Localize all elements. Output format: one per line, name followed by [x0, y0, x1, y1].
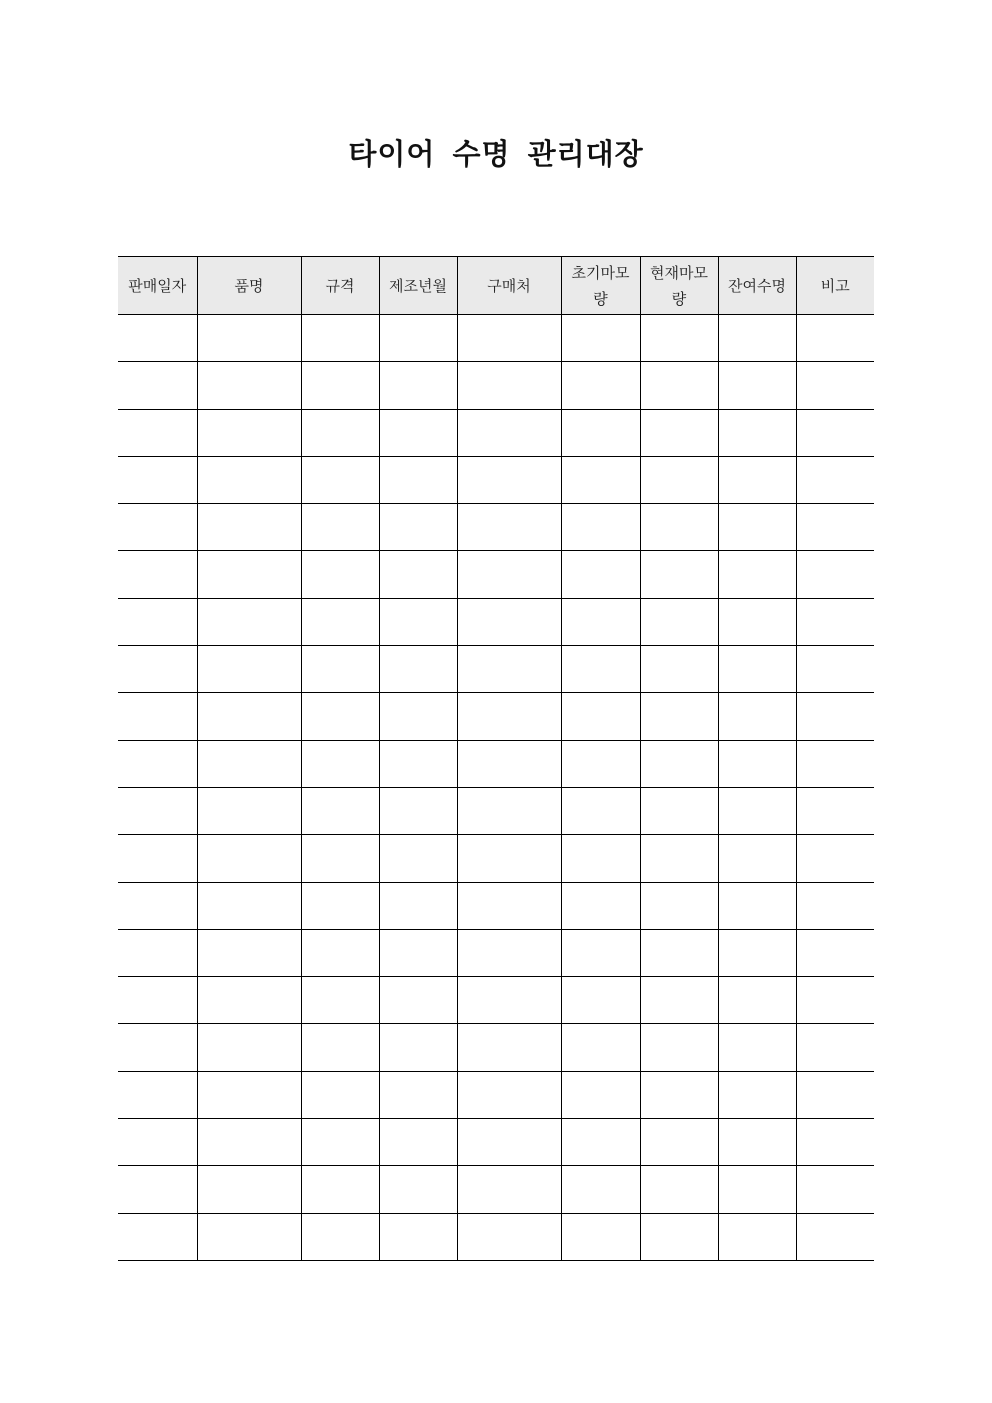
remaining-life-cell — [718, 1024, 796, 1071]
sale-date-cell — [118, 1119, 197, 1166]
remarks-cell — [796, 1166, 874, 1213]
table-row — [118, 504, 874, 551]
remaining-life-cell — [718, 977, 796, 1024]
remarks-cell — [796, 598, 874, 645]
spec-cell — [301, 551, 379, 598]
spec-cell — [301, 598, 379, 645]
remarks-cell — [796, 929, 874, 976]
vendor-cell — [457, 598, 561, 645]
current-wear-cell — [640, 456, 718, 503]
vendor-cell — [457, 1024, 561, 1071]
current-wear-cell — [640, 504, 718, 551]
remaining-life-cell — [718, 362, 796, 409]
table-header-row — [118, 257, 874, 315]
remarks-cell — [796, 551, 874, 598]
table-row — [118, 1166, 874, 1213]
sale-date-cell — [118, 977, 197, 1024]
item-name-cell — [197, 504, 301, 551]
manufacture-date-cell — [379, 835, 457, 882]
initial-wear-cell — [561, 1166, 640, 1213]
table-row — [118, 598, 874, 645]
remaining-life-cell — [718, 693, 796, 740]
spec-cell — [301, 409, 379, 456]
item-name-cell — [197, 551, 301, 598]
table-row — [118, 740, 874, 787]
spec-cell — [301, 1024, 379, 1071]
initial-wear-cell — [561, 646, 640, 693]
current-wear-cell — [640, 929, 718, 976]
remarks-cell — [796, 977, 874, 1024]
table-body — [118, 315, 874, 1261]
remarks-cell — [796, 693, 874, 740]
table-row — [118, 1071, 874, 1118]
remaining-life-cell — [718, 882, 796, 929]
item-name-cell — [197, 1024, 301, 1071]
vendor-cell — [457, 1071, 561, 1118]
remarks-cell — [796, 787, 874, 834]
remarks-cell — [796, 1024, 874, 1071]
current-wear-cell — [640, 882, 718, 929]
manufacture-date-cell — [379, 1119, 457, 1166]
initial-wear-cell — [561, 456, 640, 503]
sale-date-cell — [118, 456, 197, 503]
spec-cell — [301, 1166, 379, 1213]
item-name-cell — [197, 787, 301, 834]
table-row — [118, 929, 874, 976]
initial-wear-cell — [561, 315, 640, 362]
initial-wear-cell — [561, 787, 640, 834]
remaining-life-cell — [718, 1119, 796, 1166]
remarks-cell — [796, 1071, 874, 1118]
table-row — [118, 646, 874, 693]
manufacture-date-cell — [379, 1166, 457, 1213]
current-wear-cell — [640, 693, 718, 740]
table-row — [118, 1024, 874, 1071]
item-name-cell — [197, 1071, 301, 1118]
vendor-cell — [457, 315, 561, 362]
table-row — [118, 315, 874, 362]
manufacture-date-cell — [379, 551, 457, 598]
manufacture-date-cell — [379, 362, 457, 409]
initial-wear-cell — [561, 598, 640, 645]
current-wear-cell — [640, 315, 718, 362]
remaining-life-cell — [718, 456, 796, 503]
vendor-cell — [457, 1119, 561, 1166]
manufacture-date-cell — [379, 693, 457, 740]
initial-wear-cell — [561, 1024, 640, 1071]
manufacture-date-cell — [379, 646, 457, 693]
initial-wear-cell — [561, 1119, 640, 1166]
remaining-life-cell — [718, 1071, 796, 1118]
item-name-cell — [197, 740, 301, 787]
vendor-cell — [457, 551, 561, 598]
initial-wear-cell — [561, 504, 640, 551]
current-wear-cell — [640, 362, 718, 409]
sale-date-cell — [118, 315, 197, 362]
remaining-life-cell — [718, 646, 796, 693]
spec-cell — [301, 1119, 379, 1166]
remarks-cell — [796, 315, 874, 362]
item-name-cell — [197, 882, 301, 929]
item-name-cell — [197, 456, 301, 503]
sale-date-cell — [118, 598, 197, 645]
remarks-cell — [796, 1213, 874, 1260]
spec-cell — [301, 929, 379, 976]
vendor-cell — [457, 456, 561, 503]
header-manufacture-date: 제조년월 — [379, 257, 457, 315]
sale-date-cell — [118, 740, 197, 787]
remaining-life-cell — [718, 504, 796, 551]
table-row — [118, 1213, 874, 1260]
manufacture-date-cell — [379, 598, 457, 645]
table-row — [118, 362, 874, 409]
item-name-cell — [197, 1213, 301, 1260]
spec-cell — [301, 315, 379, 362]
sale-date-cell — [118, 693, 197, 740]
remarks-cell — [796, 646, 874, 693]
current-wear-cell — [640, 740, 718, 787]
manufacture-date-cell — [379, 1024, 457, 1071]
item-name-cell — [197, 835, 301, 882]
spec-cell — [301, 646, 379, 693]
current-wear-cell — [640, 787, 718, 834]
manufacture-date-cell — [379, 504, 457, 551]
vendor-cell — [457, 362, 561, 409]
manufacture-date-cell — [379, 882, 457, 929]
item-name-cell — [197, 362, 301, 409]
vendor-cell — [457, 409, 561, 456]
item-name-cell — [197, 409, 301, 456]
remarks-cell — [796, 882, 874, 929]
remarks-cell — [796, 504, 874, 551]
remaining-life-cell — [718, 315, 796, 362]
item-name-cell — [197, 693, 301, 740]
header-vendor: 구매처 — [457, 257, 561, 315]
sale-date-cell — [118, 929, 197, 976]
sale-date-cell — [118, 504, 197, 551]
current-wear-cell — [640, 1024, 718, 1071]
initial-wear-cell — [561, 362, 640, 409]
current-wear-cell — [640, 1119, 718, 1166]
spec-cell — [301, 504, 379, 551]
header-current-wear: 현재마모량 — [640, 257, 718, 315]
current-wear-cell — [640, 1071, 718, 1118]
initial-wear-cell — [561, 929, 640, 976]
vendor-cell — [457, 1213, 561, 1260]
remaining-life-cell — [718, 929, 796, 976]
manufacture-date-cell — [379, 315, 457, 362]
remaining-life-cell — [718, 409, 796, 456]
manufacture-date-cell — [379, 1213, 457, 1260]
spec-cell — [301, 693, 379, 740]
vendor-cell — [457, 835, 561, 882]
remaining-life-cell — [718, 1213, 796, 1260]
current-wear-cell — [640, 551, 718, 598]
header-remaining-life: 잔여수명 — [718, 257, 796, 315]
header-remarks: 비고 — [796, 257, 874, 315]
spec-cell — [301, 362, 379, 409]
item-name-cell — [197, 1119, 301, 1166]
remaining-life-cell — [718, 787, 796, 834]
initial-wear-cell — [561, 740, 640, 787]
header-sale-date: 판매일자 — [118, 257, 197, 315]
spec-cell — [301, 787, 379, 834]
manufacture-date-cell — [379, 787, 457, 834]
vendor-cell — [457, 504, 561, 551]
item-name-cell — [197, 977, 301, 1024]
sale-date-cell — [118, 551, 197, 598]
table-row — [118, 693, 874, 740]
remaining-life-cell — [718, 551, 796, 598]
sale-date-cell — [118, 646, 197, 693]
initial-wear-cell — [561, 882, 640, 929]
sale-date-cell — [118, 835, 197, 882]
sale-date-cell — [118, 409, 197, 456]
sale-date-cell — [118, 1071, 197, 1118]
spec-cell — [301, 1071, 379, 1118]
remarks-cell — [796, 1119, 874, 1166]
table-row — [118, 835, 874, 882]
item-name-cell — [197, 1166, 301, 1213]
current-wear-cell — [640, 646, 718, 693]
item-name-cell — [197, 646, 301, 693]
remarks-cell — [796, 456, 874, 503]
table-row — [118, 977, 874, 1024]
item-name-cell — [197, 315, 301, 362]
vendor-cell — [457, 1166, 561, 1213]
sale-date-cell — [118, 1024, 197, 1071]
remaining-life-cell — [718, 835, 796, 882]
initial-wear-cell — [561, 1213, 640, 1260]
manufacture-date-cell — [379, 1071, 457, 1118]
current-wear-cell — [640, 1166, 718, 1213]
item-name-cell — [197, 929, 301, 976]
current-wear-cell — [640, 835, 718, 882]
remarks-cell — [796, 362, 874, 409]
table-row — [118, 551, 874, 598]
manufacture-date-cell — [379, 977, 457, 1024]
manufacture-date-cell — [379, 929, 457, 976]
manufacture-date-cell — [379, 409, 457, 456]
table-row — [118, 787, 874, 834]
initial-wear-cell — [561, 977, 640, 1024]
spec-cell — [301, 882, 379, 929]
remarks-cell — [796, 740, 874, 787]
initial-wear-cell — [561, 409, 640, 456]
sale-date-cell — [118, 882, 197, 929]
initial-wear-cell — [561, 835, 640, 882]
vendor-cell — [457, 740, 561, 787]
initial-wear-cell — [561, 1071, 640, 1118]
current-wear-cell — [640, 598, 718, 645]
sale-date-cell — [118, 787, 197, 834]
current-wear-cell — [640, 977, 718, 1024]
page-title: 타이어 수명 관리대장 — [348, 137, 644, 171]
manufacture-date-cell — [379, 456, 457, 503]
sale-date-cell — [118, 1166, 197, 1213]
vendor-cell — [457, 693, 561, 740]
table-row — [118, 1119, 874, 1166]
tire-ledger-table — [118, 256, 874, 1261]
vendor-cell — [457, 646, 561, 693]
spec-cell — [301, 835, 379, 882]
vendor-cell — [457, 787, 561, 834]
vendor-cell — [457, 977, 561, 1024]
spec-cell — [301, 977, 379, 1024]
spec-cell — [301, 1213, 379, 1260]
header-initial-wear: 초기마모량 — [561, 257, 640, 315]
header-item-name: 품명 — [197, 257, 301, 315]
item-name-cell — [197, 598, 301, 645]
vendor-cell — [457, 882, 561, 929]
table-row — [118, 456, 874, 503]
spec-cell — [301, 456, 379, 503]
manufacture-date-cell — [379, 740, 457, 787]
remaining-life-cell — [718, 598, 796, 645]
remarks-cell — [796, 409, 874, 456]
spec-cell — [301, 740, 379, 787]
initial-wear-cell — [561, 693, 640, 740]
remaining-life-cell — [718, 740, 796, 787]
sale-date-cell — [118, 362, 197, 409]
remaining-life-cell — [718, 1166, 796, 1213]
vendor-cell — [457, 929, 561, 976]
current-wear-cell — [640, 1213, 718, 1260]
table-row — [118, 409, 874, 456]
current-wear-cell — [640, 409, 718, 456]
initial-wear-cell — [561, 551, 640, 598]
sale-date-cell — [118, 1213, 197, 1260]
remarks-cell — [796, 835, 874, 882]
table-row — [118, 882, 874, 929]
header-spec: 규격 — [301, 257, 379, 315]
